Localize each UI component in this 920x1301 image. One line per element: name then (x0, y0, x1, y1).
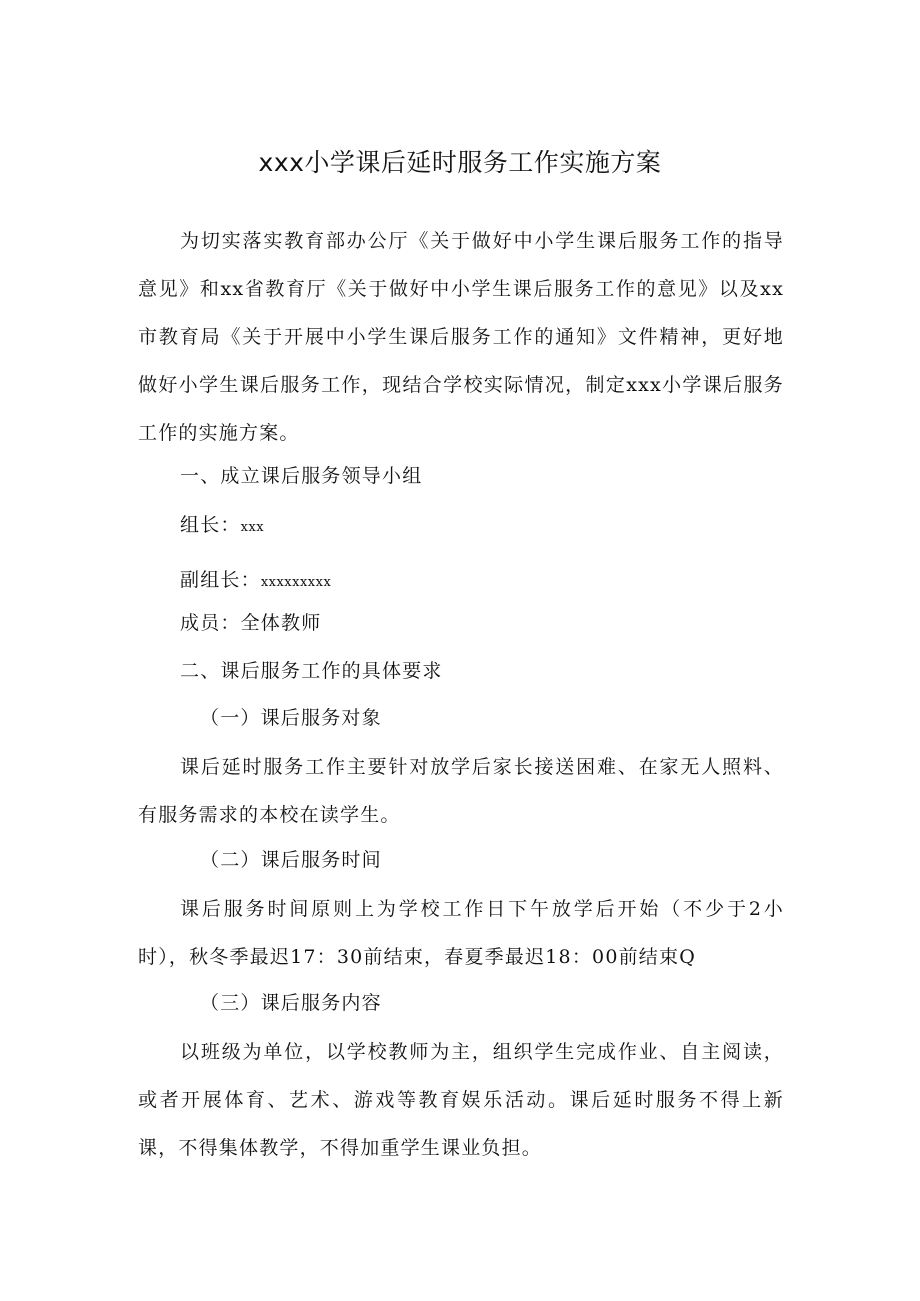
sub1-body: 课后延时服务工作主要针对放学后家长接送困难、在家无人照料、有服务需求的本校在读学生。 (138, 756, 784, 826)
section1-heading: 一、成立课后服务领导小组 (180, 465, 423, 487)
sub2-body: 课后服务时间原则上为学校工作日下午放学后开始（不少于2小时），秋冬季最迟17：30前结束，春夏季最迟18：00前结束Q (138, 898, 784, 968)
sub3-body: 以班级为单位，以学校教师为主，组织学生完成作业、自主阅读，或者开展体育、艺术、游戏等教育娱乐活动。课后延时服务不得上新课，不得集体教学，不得加重学生课业负担。 (138, 1041, 784, 1159)
section2-heading: 二、课后服务工作的具体要求 (180, 660, 443, 682)
deputy-value: xxxxxxxxx (260, 575, 332, 590)
leader-line (180, 510, 264, 543)
deputy-line (180, 565, 331, 598)
leader-label: 组长： (180, 514, 241, 536)
sub3-heading: （三）课后服务内容 (200, 992, 382, 1014)
sub1-heading: （一）课后服务对象 (200, 707, 382, 729)
deputy-label: 副组长： (180, 569, 261, 591)
leader-value: xxx (240, 520, 265, 535)
document-title: xxx小学课后延时服务工作实施方案 (258, 148, 662, 177)
members-line: 成员：全体教师 (180, 612, 322, 634)
sub2-heading: （二）课后服务时间 (200, 849, 382, 871)
intro-paragraph: 为切实落实教育部办公厅《关于做好中小学生课后服务工作的指导意见》和xx省教育厅《关于做好中小学生课后服务工作的意见》以及xx市教育局《关于开展中小学生课后服务工作的通知》文件精神，更好地做好小学生课后服务工作，现结合学校实际情况，制定xxx小学课后服务工作的实施方案。 (138, 230, 784, 444)
